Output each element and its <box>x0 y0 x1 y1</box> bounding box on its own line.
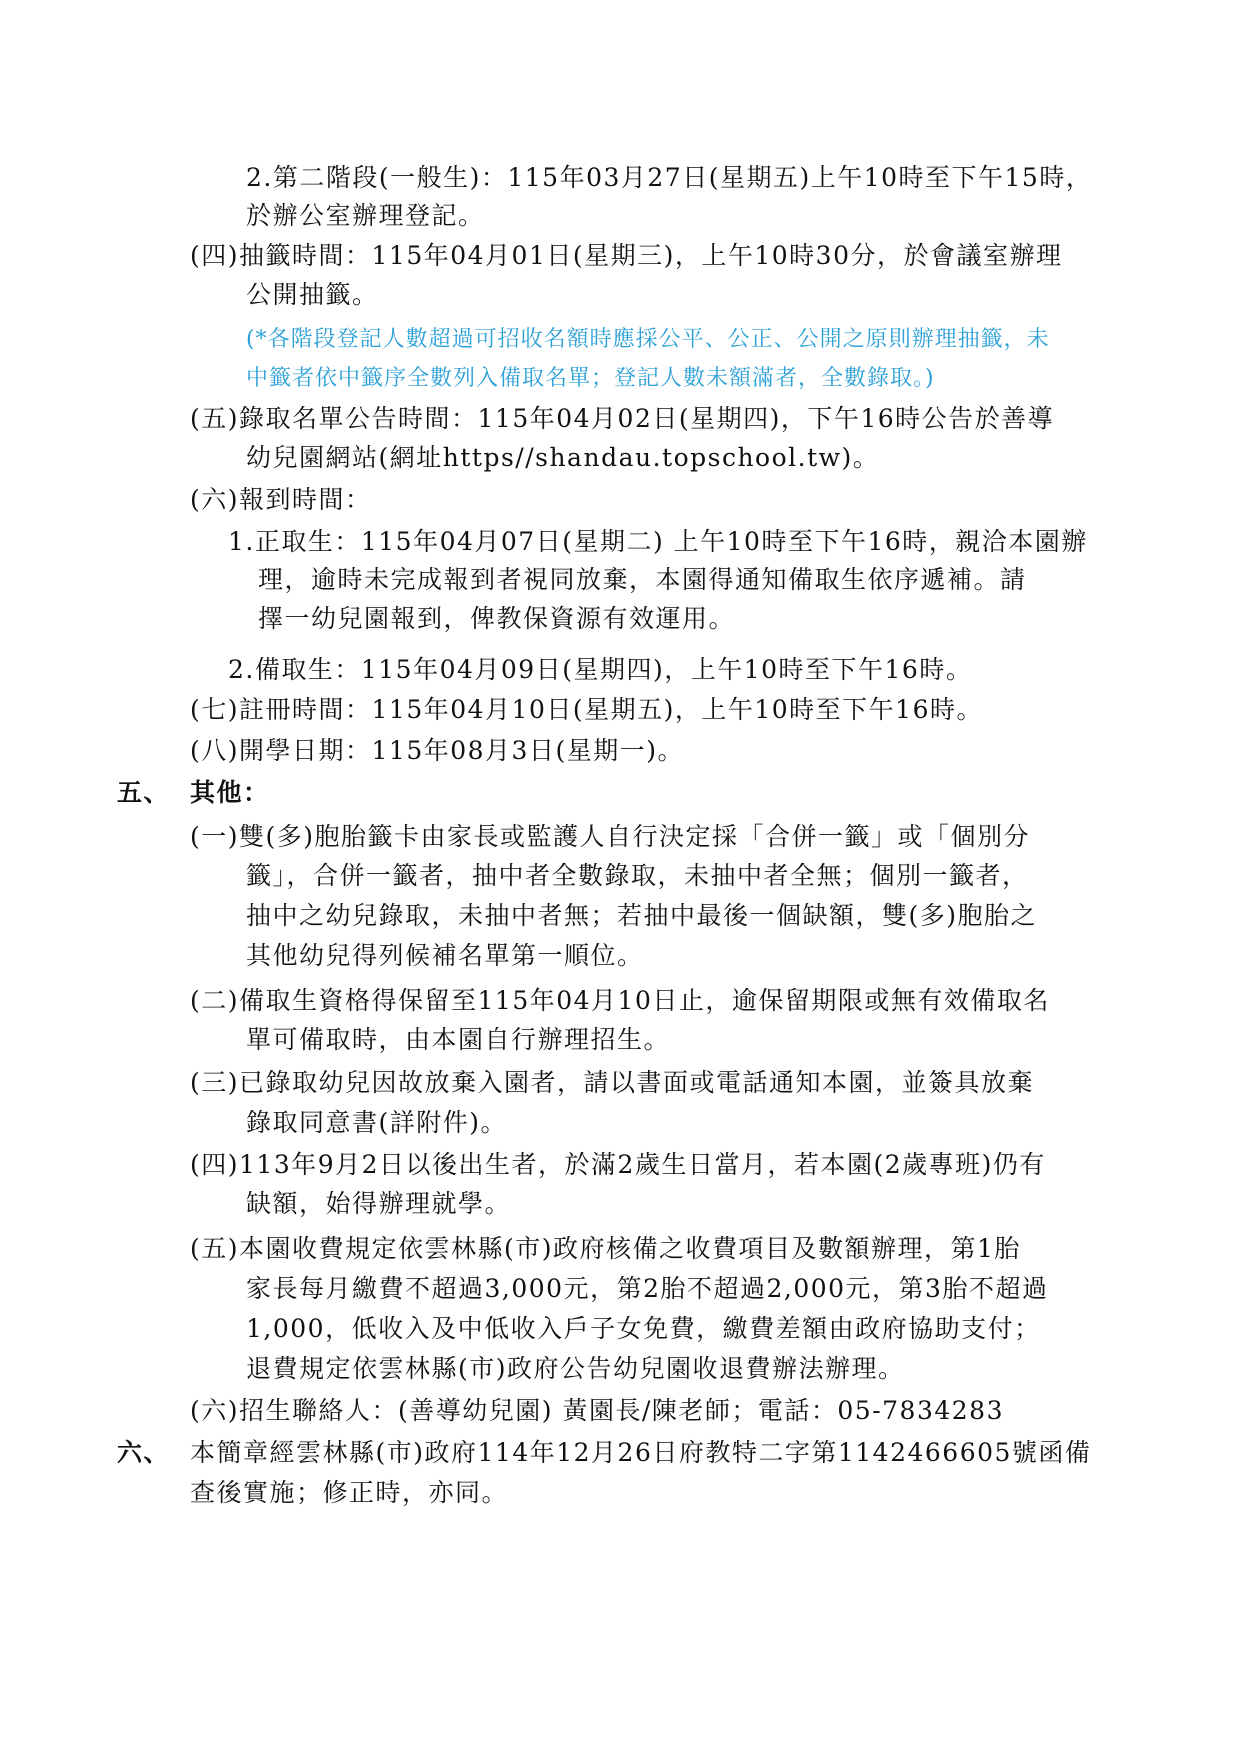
lottery-time-line1: (四)抽籤時間：115年04月01日(星期三)，上午10時30分，於會議室辦理 <box>190 241 1063 270</box>
report-time-heading: (六)報到時間： <box>190 485 372 514</box>
fee-line3: 1,000，低收入及中低收入戶子女免費，繳費差額由政府協助支付； <box>246 1314 1041 1343</box>
lottery-time-line2: 公開抽籤。 <box>246 280 379 309</box>
section-five-title: 其他： <box>190 778 270 807</box>
lottery-note-line1: (*各階段登記人數超過可招收名額時應採公平、公正、公開之原則辦理抽籤，未 <box>246 327 1050 352</box>
twins-line2: 籤」，合併一籤者，抽中者全數錄取，未抽中者全無；個別一籤者， <box>246 861 1029 890</box>
fee-line1: (五)本園收費規定依雲林縣(市)政府核備之收費項目及數額辦理，第1胎 <box>190 1234 1021 1263</box>
registration-time-line: (七)註冊時間：115年04月10日(星期五)，上午10時至下午16時。 <box>190 695 983 724</box>
twins-line3: 抽中之幼兒錄取，未抽中者無；若抽中最後一個缺額，雙(多)胞胎之 <box>246 901 1038 930</box>
section-six-number: 六、 <box>117 1438 171 1467</box>
report-main-line1: 1.正取生：115年04月07日(星期二) 上午10時至下午16時，親洽本園辦 <box>228 527 1088 556</box>
section-five-number: 五、 <box>117 778 171 807</box>
stage2-line1: 2.第二階段(一般生)：115年03月27日(星期五)上午10時至下午15時， <box>246 163 1093 192</box>
report-backup-line: 2.備取生：115年04月09日(星期四)，上午10時至下午16時。 <box>228 655 973 684</box>
age-rule-line2: 缺額，始得辦理就學。 <box>246 1189 512 1218</box>
lottery-note-line2: 中籤者依中籤序全數列入備取名單；登記人數未額滿者，全數錄取。) <box>246 366 935 391</box>
report-main-line3: 擇一幼兒園報到，俾教保資源有效運用。 <box>258 604 736 633</box>
admission-list-line2: 幼兒園網站(網址https//shandau.topschool.tw)。 <box>246 443 880 472</box>
withdraw-line2: 錄取同意書(詳附件)。 <box>246 1108 508 1137</box>
report-main-line2: 理，逾時未完成報到者視同放棄，本園得通知備取生依序遞補。請 <box>258 565 1027 594</box>
school-start-line: (八)開學日期：115年08月3日(星期一)。 <box>190 736 684 765</box>
twins-line1: (一)雙(多)胞胎籤卡由家長或監護人自行決定採「合併一籤」或「個別分 <box>190 822 1031 851</box>
backup-retention-line1: (二)備取生資格得保留至115年04月10日止，逾保留期限或無有效備取名 <box>190 986 1050 1015</box>
admission-list-line1: (五)錄取名單公告時間：115年04月02日(星期四)，下午16時公告於善導 <box>190 404 1055 433</box>
stage2-line2: 於辦公室辦理登記。 <box>246 201 485 230</box>
fee-line2: 家長每月繳費不超過3,000元，第2胎不超過2,000元，第3胎不超過 <box>246 1274 1049 1303</box>
contact-line: (六)招生聯絡人：(善導幼兒園) 黃園長/陳老師；電話：05-7834283 <box>190 1396 1004 1425</box>
withdraw-line1: (三)已錄取幼兒因故放棄入園者，請以書面或電話通知本園，並簽具放棄 <box>190 1068 1035 1097</box>
fee-line4: 退費規定依雲林縣(市)政府公告幼兒園收退費辦法辦理。 <box>246 1354 905 1383</box>
section-six-line1: 本簡章經雲林縣(市)政府114年12月26日府教特二字第1142466605號函備 <box>190 1438 1092 1467</box>
age-rule-line1: (四)113年9月2日以後出生者，於滿2歲生日當月，若本園(2歲專班)仍有 <box>190 1150 1046 1179</box>
twins-line4: 其他幼兒得列候補名單第一順位。 <box>246 941 644 970</box>
backup-retention-line2: 單可備取時，由本園自行辦理招生。 <box>246 1025 671 1054</box>
section-six-line2: 查後實施；修正時，亦同。 <box>190 1478 509 1507</box>
